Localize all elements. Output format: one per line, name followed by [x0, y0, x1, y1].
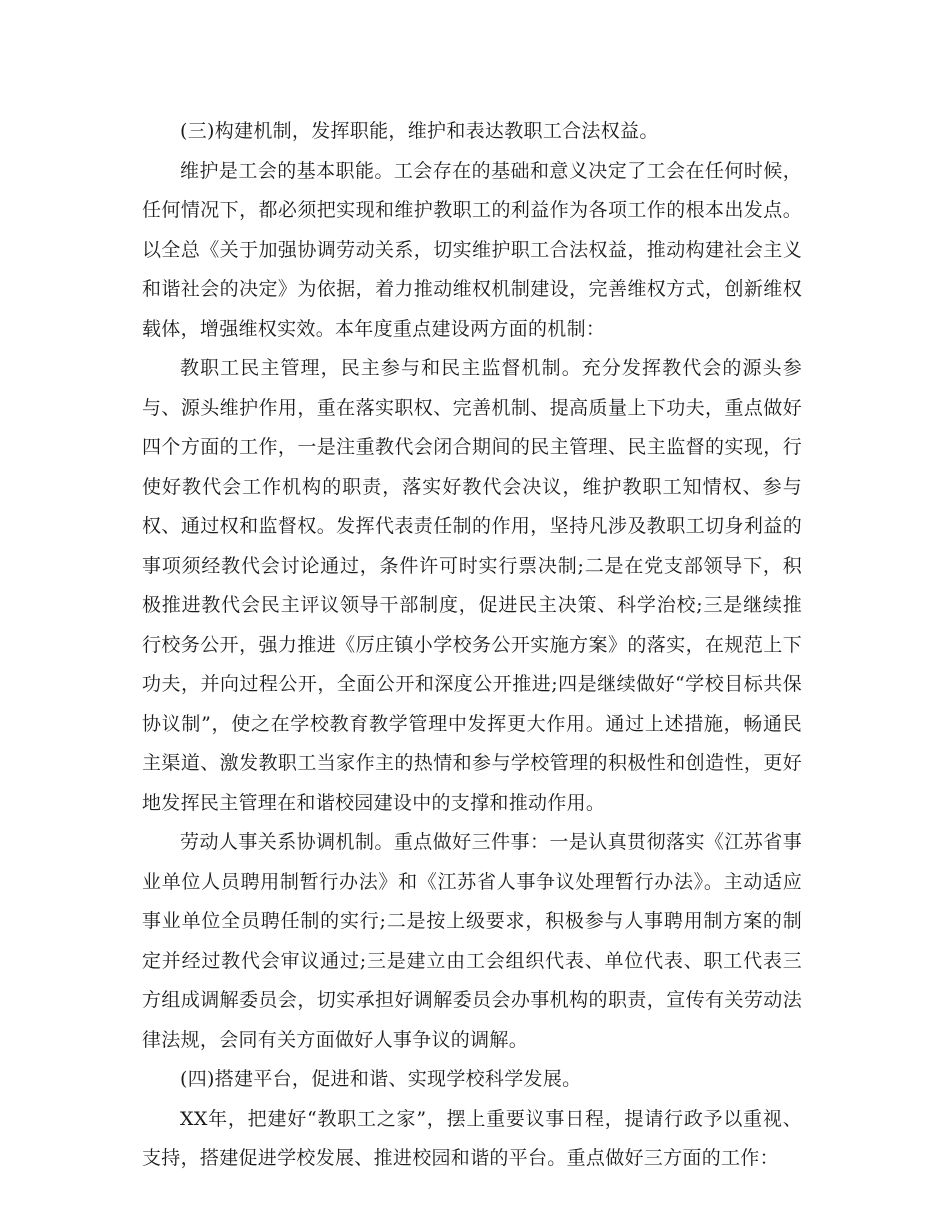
paragraph-rights-intro: 维护是工会的基本职能。工会存在的基础和意义决定了工会在任何时候，任何情况下，都必须把实现和维护教职工的利益作为各项工作的根本出发点。以全总《关于加强协调劳动关系，切实维护职工合法权益，推动构建社会主义和谐社会的决定》为依据，着力推动维权机制建设，完善维权方式，创新维权载体，增强维权实效。本年度重点建设两方面的机制：	[142, 159, 802, 340]
section-heading-3: (三)构建机制，发挥职能，维护和表达教职工合法权益。	[180, 120, 659, 142]
paragraph-labor-relations: 劳动人事关系协调机制。重点做好三件事：一是认真贯彻落实《江苏省事业单位人员聘用制暂行办法》和《江苏省人事争议处理暂行办法》。主动适应事业单位全员聘任制的实行;二是按上级要求，积极参与人事聘用制方案的制定并经过教代会审议通过;三是建立由工会组织代表、单位代表、职工代表三方组成调解委员会，切实承担好调解委员会办事机构的职责，宣传有关劳动法律法规，会同有关方面做好人事争议的调解。	[142, 831, 802, 1051]
section-heading-4: (四)搭建平台，促进和谐、实现学校科学发展。	[180, 1068, 582, 1090]
paragraph-staff-home: XX年，把建好“教职工之家”，摆上重要议事日程，提请行政予以重视、支持，搭建促进学校发展、推进校园和谐的平台。重点做好三方面的工作：	[142, 1107, 802, 1169]
paragraph-democratic-management: 教职工民主管理，民主参与和民主监督机制。充分发挥教代会的源头参与、源头维护作用，重在落实职权、完善机制、提高质量上下功夫，重点做好四个方面的工作，一是注重教代会闭合期间的民主管理、民主监督的实现，行使好教代会工作机构的职责，落实好教代会决议，维护教职工知情权、参与权、通过权和监督权。发挥代表责任制的作用，坚持凡涉及教职工切身利益的事项须经教代会讨论通过，条件许可时实行票决制;二是在党支部领导下，积极推进教代会民主评议领导干部制度，促进民主决策、科学治校;三是继续推行校务公开，强力推进《厉庄镇小学校务公开实施方案》的落实，在规范上下功夫，并向过程公开，全面公开和深度公开推进;四是继续做好“学校目标共保协议制”，使之在学校教育教学管理中发挥更大作用。通过上述措施，畅通民主渠道、激发教职工当家作主的热情和参与学校管理的积极性和创造性，更好地发挥民主管理在和谐校园建设中的支撑和推动作用。	[142, 357, 802, 814]
document-body	[142, 112, 802, 1179]
